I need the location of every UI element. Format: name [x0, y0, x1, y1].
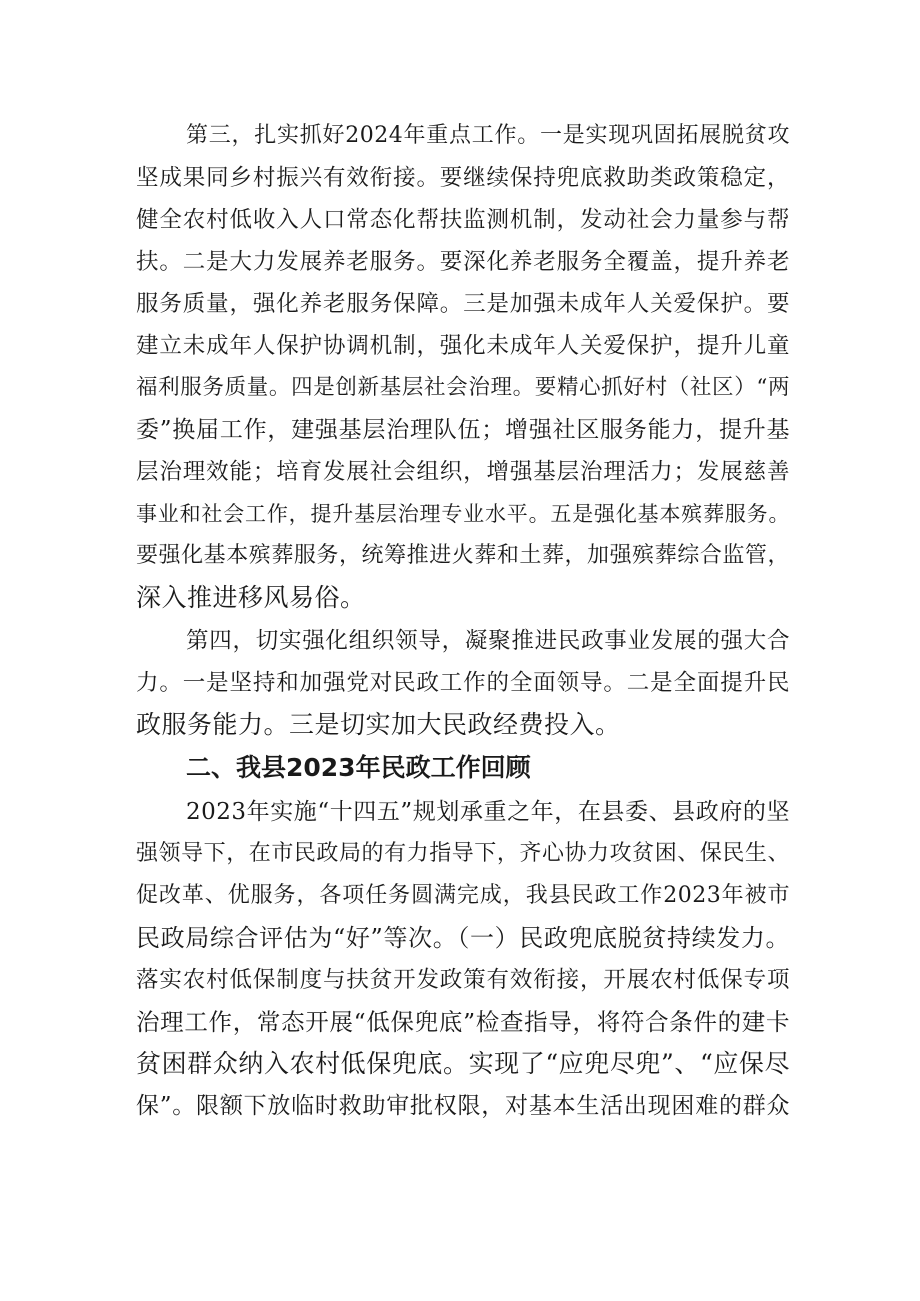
paragraph-5-line-5: 落实农村低保制度与扶贫开发政策有效衔接，开展农村低保专项 — [136, 967, 790, 993]
paragraph-5-line-3: 促改革、优服务，各项任务圆满完成，我县民政工作2023年被市 — [136, 883, 790, 908]
paragraph-3-line-1: 第三，扎实抓好2024年重点工作。一是实现巩固拓展脱贫攻 — [186, 123, 790, 148]
paragraph-4-line-3: 政服务能力。三是切实加大民政经费投入。 — [136, 710, 621, 739]
paragraph-3-line-6: 建立未成年人保护协调机制，强化未成年人关爱保护，提升儿童 — [136, 333, 790, 359]
paragraph-4-line-2: 力。一是坚持和加强党对民政工作的全面领导。二是全面提升民 — [136, 670, 790, 696]
paragraph-5-line-4: 民政局综合评估为“好”等次。（一）民政兜底脱贫持续发力。 — [136, 924, 790, 952]
paragraph-5-line-6: 治理工作，常态开展“低保兜底”检查指导，将符合条件的建卡 — [136, 1008, 790, 1036]
paragraph-3-line-10: 事业和社会工作，提升基层治理专业水平。五是强化基本殡葬服务。 — [136, 502, 790, 526]
paragraph-3-line-9: 层治理效能；培育发展社会组织，增强基层治理活力；发展慈善 — [136, 459, 790, 485]
paragraph-3-line-11: 要强化基本殡葬服务，统筹推进火葬和土葬，加强殡葬综合监管， — [136, 543, 790, 568]
paragraph-3-line-7: 福利服务质量。四是创新基层社会治理。要精心抓好村（社区）“两 — [136, 375, 790, 400]
section-heading: 二、我县2023年民政工作回顾 — [186, 753, 531, 782]
paragraph-5-line-2: 强领导下，在市民政局的有力指导下，齐心协力攻贫困、保民生、 — [136, 841, 790, 866]
paragraph-3-line-8: 委”换届工作，建强基层治理队伍；增强社区服务能力，提升基 — [136, 417, 790, 443]
paragraph-5-line-8: 保”。限额下放临时救助审批权限，对基本生活出现困难的群众 — [136, 1093, 790, 1119]
paragraph-3-line-5: 服务质量，强化养老服务保障。三是加强未成年人关爱保护。要 — [136, 291, 790, 317]
paragraph-5-line-7: 贫困群众纳入农村低保兜底。实现了“应兜尽兜”、“应保尽 — [136, 1049, 790, 1078]
paragraph-3-line-2: 坚成果同乡村振兴有效衔接。要继续保持兜底救助类政策稳定， — [136, 165, 790, 191]
paragraph-4-line-1: 第四，切实强化组织领导，凝聚推进民政事业发展的强大合 — [186, 628, 790, 654]
paragraph-3-line-3: 健全农村低收入人口常态化帮扶监测机制，发动社会力量参与帮 — [136, 207, 790, 233]
paragraph-3-line-4: 扶。二是大力发展养老服务。要深化养老服务全覆盖，提升养老 — [136, 249, 790, 275]
paragraph-3-line-12: 深入推进移风易俗。 — [136, 583, 366, 612]
paragraph-5-line-1: 2023年实施“十四五”规划承重之年，在县委、县政府的坚 — [186, 799, 790, 825]
